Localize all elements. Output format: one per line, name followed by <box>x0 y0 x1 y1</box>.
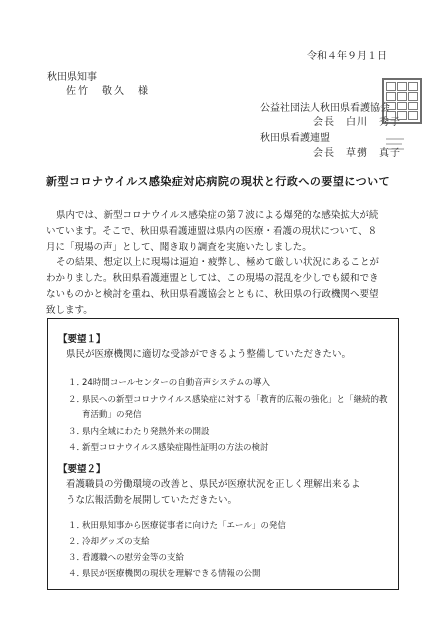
request-1-text: 県民が医療機関に適切な受診ができるよう整備していただきたい。 <box>66 349 352 360</box>
request-1-heading: 【要望１】 <box>58 334 106 345</box>
request-1-item: １．24時間コールセンターの自動音声システムの導入 <box>68 378 270 388</box>
request-1-item-continued: 育活動」の発信 <box>82 410 142 420</box>
recipient-title: 秋田県知事 <box>47 72 97 83</box>
sender-org-1: 公益社団法人秋田県看護協会 <box>260 103 390 114</box>
request-2-text: 看護職員の労働環境の改善と、県民が医療状況を正しく理解出来るような広報活動を展開していただきたい。 <box>66 479 361 506</box>
sender-rep-2: 会長 草彅 真子 <box>313 148 401 159</box>
request-2-item: ２．冷却グッズの支給 <box>68 537 150 547</box>
sender-org-2: 秋田県看護連盟 <box>260 133 330 144</box>
official-seal-icon <box>382 78 422 124</box>
request-1-item: ４．新型コロナウイルス感染症陽性証明の方法の検討 <box>68 443 269 453</box>
request-2-heading: 【要望２】 <box>58 464 106 475</box>
recipient-name: 佐竹 敬久 様 <box>66 86 150 97</box>
body-paragraph-1: 県内では、新型コロナウイルス感染症の第７波による爆発的な感染拡大が続いています。そこで、秋田県看護連盟は県内の医療・看護の現状について、８月に「現場の声」として、聞き取り調査を実施いたしました。 <box>46 210 379 253</box>
body-paragraph-2: その結果、想定以上に現場は逼迫・疲弊し、極めて厳しい状況にあることがわかりました。秋田県看護連盟としては、この現場の混乱を少しでも緩和できないものかと検討を重ね、秋田県看護協会とともに、秋田県の行政機関へ要望致します。 <box>46 257 380 316</box>
request-1-item: ２．県民への新型コロナウイルス感染症に対する「教育的広報の強化」と「継続的教 <box>68 395 388 405</box>
request-2-item: １．秋田県知事から医療従事者に向けた「エール」の発信 <box>68 521 286 531</box>
letter-date: 令和４年９月１日 <box>307 51 387 62</box>
faint-seal-icon <box>384 136 406 152</box>
sender-rep-1: 会長 白川 秀子 <box>313 117 401 128</box>
request-2-item: ３．看護職への慰労金等の支給 <box>68 553 185 563</box>
requests-box <box>47 318 399 590</box>
request-2-item: ４．県民が医療機関の現状を理解できる情報の公開 <box>68 569 261 579</box>
request-1-item: ３．県内全域にわたり発熱外来の開設 <box>68 427 210 437</box>
document-title: 新型コロナウイルス感染症対応病院の現状と行政への要望について <box>46 175 391 188</box>
